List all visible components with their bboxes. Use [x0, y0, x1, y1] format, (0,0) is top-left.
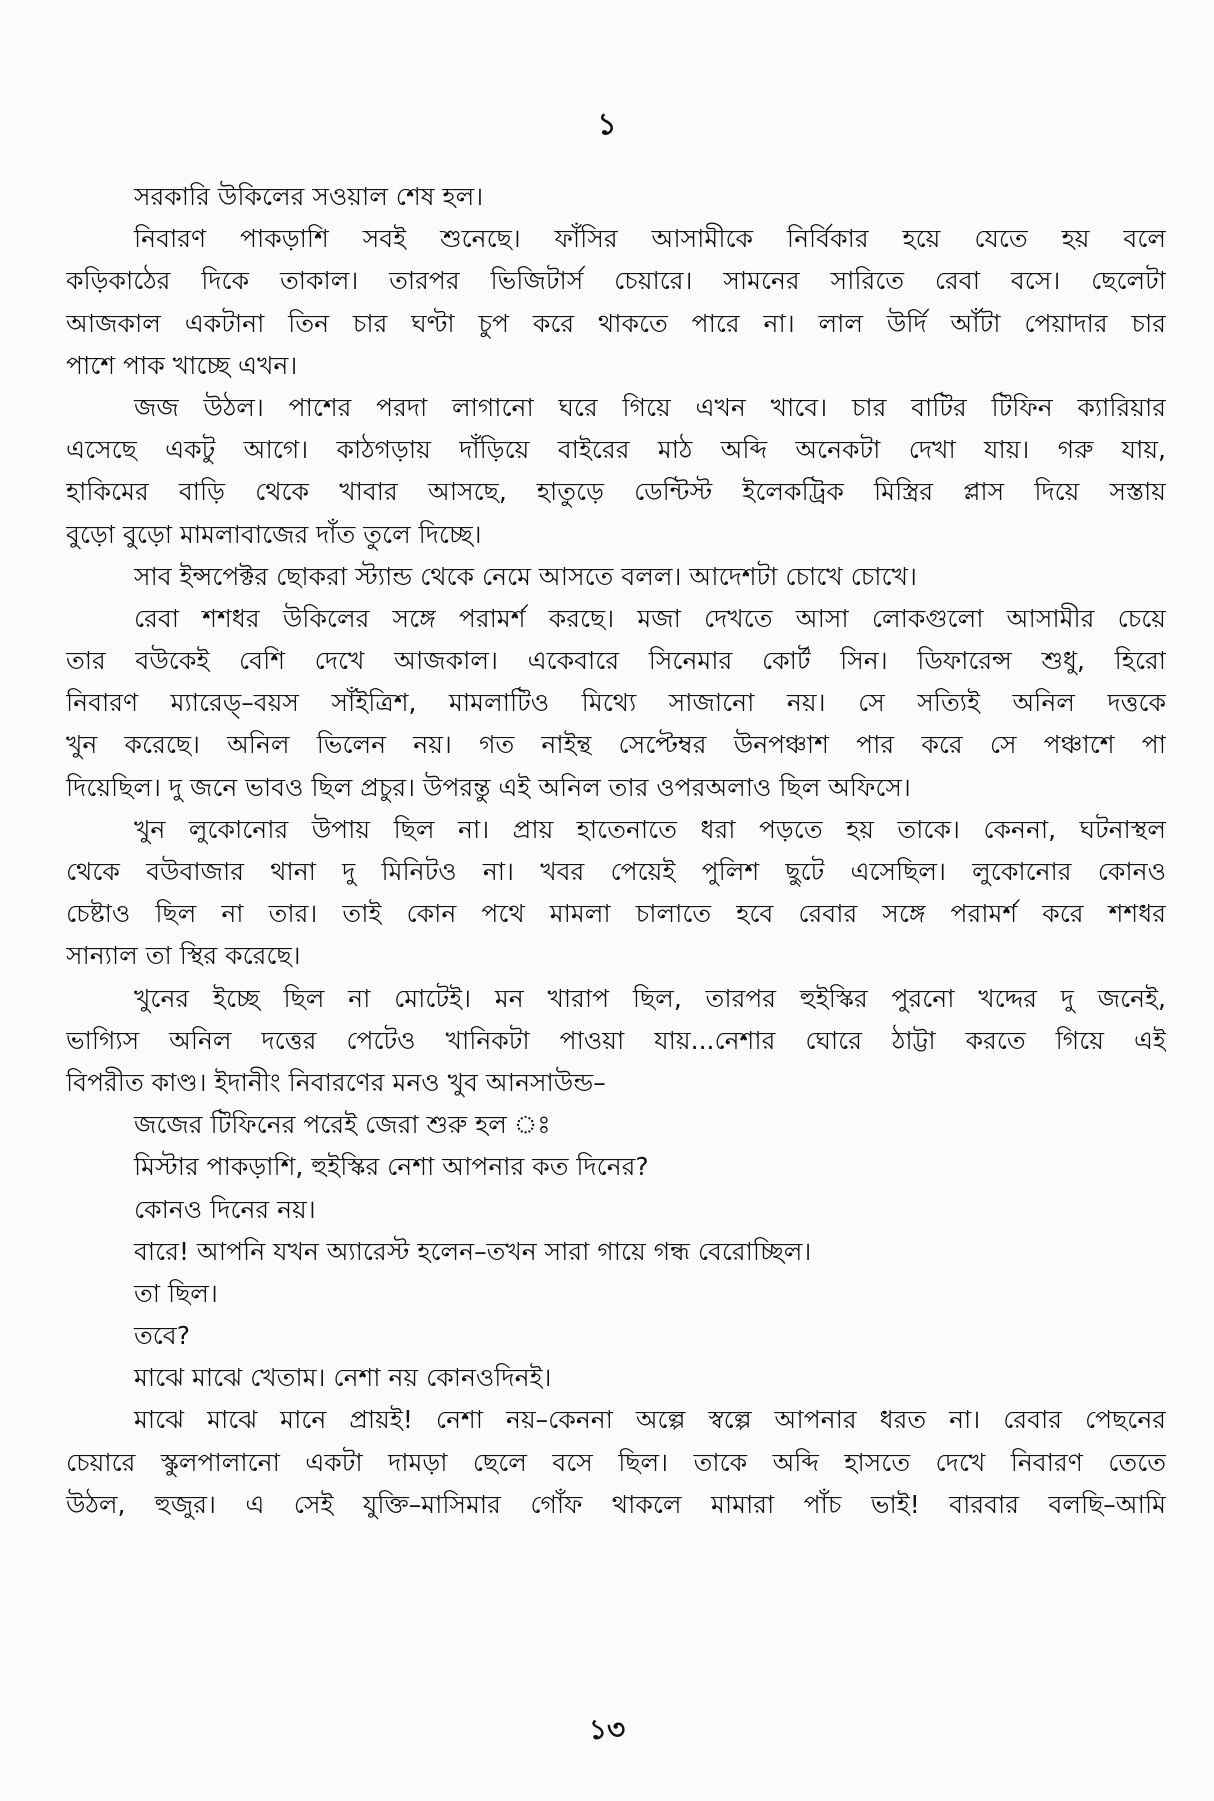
- paragraph: [66, 218, 1166, 387]
- text-line: কোনও দিনের নয়।: [134, 1194, 316, 1224]
- page-number: ১৩: [588, 1713, 626, 1746]
- paragraph: [66, 978, 1166, 1105]
- body-text: [66, 176, 1166, 1526]
- text-line: নিবারণ ম্যারেড্–বয়স সাঁইত্রিশ, মামলাটিও মিথ্যে সাজানো নয়। সে সত্যিই অনিল দত্তকে: [66, 688, 1166, 718]
- text-line: বুড়ো বুড়ো মামলাবাজের দাঁত তুলে দিচ্ছে।: [66, 519, 482, 549]
- text-line: জজ উঠল। পাশের পরদা লাগানো ঘরে গিয়ে এখন খাবে। চার বাটির টিফিন ক্যারিয়ার: [134, 392, 1166, 422]
- text-line: উঠল, হুজুর। এ সেই যুক্তি–মাসিমার গোঁফ থাকলে মামারা পাঁচ ভাই! বারবার বলছি–আমি: [66, 1489, 1166, 1519]
- text-line: সাব ইন্সপেক্টর ছোকরা স্ট্যান্ড থেকে নেমে আসতে বলল। আদেশটা চোখে চোখে।: [134, 561, 917, 591]
- paragraph: [66, 809, 1166, 978]
- text-line: ভাগ্যিস অনিল দত্তের পেটেও খানিকটা পাওয়া যায়...নেশার ঘোরে ঠাট্টা করতে গিয়ে এই: [66, 1025, 1166, 1055]
- paragraph: [66, 1231, 1166, 1273]
- text-line: সান্যাল তা স্থির করেছে।: [66, 941, 301, 971]
- text-line: মাঝে মাঝে মানে প্রায়ই! নেশা নয়–কেননা অল্পে স্বল্পে আপনার ধরত না। রেবার পেছনের: [134, 1405, 1166, 1435]
- text-line: রেবা শশধর উকিলের সঙ্গে পরামর্শ করছে। মজা দেখতে আসা লোকগুলো আসামীর চেয়ে: [134, 603, 1166, 633]
- text-line: আজকাল একটানা তিন চার ঘণ্টা চুপ করে থাকতে পারে না। লাল উর্দি আঁটা পেয়াদার চার: [66, 308, 1166, 338]
- paragraph: [66, 387, 1166, 556]
- paragraph: [66, 1146, 1166, 1188]
- text-line: মাঝে মাঝে খেতাম। নেশা নয় কোনওদিনই।: [134, 1363, 552, 1393]
- text-line: দিয়েছিল। দু জনে ভাবও ছিল প্রচুর। উপরন্তু এই অনিল তার ওপরঅলাও ছিল অফিসে।: [66, 772, 911, 802]
- paragraph: [66, 556, 1166, 598]
- text-line: তা ছিল।: [134, 1278, 218, 1308]
- text-line: হাকিমের বাড়ি থেকে খাবার আসছে, হাতুড়ে ডেন্টিস্ট ইলেকট্রিক মিস্ত্রির প্লাস দিয়ে সস্তায়: [66, 477, 1166, 507]
- text-line: পাশে পাক খাচ্ছে এখন।: [66, 350, 298, 380]
- chapter-number: ১: [597, 107, 617, 142]
- paragraph: [66, 598, 1166, 809]
- text-line: বারে! আপনি যখন অ্যারেস্ট হলেন–তখন সারা গায়ে গন্ধ বেরোচ্ছিল।: [134, 1236, 812, 1266]
- text-line: খুন লুকোনোর উপায় ছিল না। প্রায় হাতেনাতে ধরা পড়তে হয় তাকে। কেননা, ঘটনাস্থল: [134, 814, 1166, 844]
- text-line: চেয়ারে স্কুলপালানো একটা দামড়া ছেলে বসে ছিল। তাকে অব্দি হাসতে দেখে নিবারণ তেতে: [66, 1447, 1166, 1477]
- paragraph: [66, 1357, 1166, 1399]
- text-line: এসেছে একটু আগে। কাঠগড়ায় দাঁড়িয়ে বাইরের মাঠ অব্দি অনেকটা দেখা যায়। গরু যায়,: [66, 435, 1166, 465]
- paragraph: [66, 1399, 1166, 1526]
- text-line: নিবারণ পাকড়াশি সবই শুনেছে। ফাঁসির আসামীকে নির্বিকার হয়ে যেতে হয় বলে: [134, 224, 1166, 254]
- text-line: কড়িকাঠের দিকে তাকাল। তারপর ভিজিটার্স চেয়ারে। সামনের সারিতে রেবা বসে। ছেলেটা: [66, 266, 1166, 296]
- text-line: তবে?: [134, 1321, 190, 1351]
- text-line: খুন করেছে। অনিল ভিলেন নয়। গত নাইন্থ সেপ্টেম্বর উনপঞ্চাশ পার করে সে পঞ্চাশে পা: [66, 730, 1166, 760]
- text-line: সরকারি উকিলের সওয়াল শেষ হল।: [134, 182, 484, 211]
- text-line: তার বউকেই বেশি দেখে আজকাল। একেবারে সিনেমার কোর্ট সিন। ডিফারেন্স শুধু, হিরো: [66, 646, 1166, 676]
- paragraph: [66, 1273, 1166, 1315]
- text-line: বিপরীত কাণ্ড। ইদানীং নিবারণের মনও খুব আনসাউন্ড–: [66, 1067, 606, 1097]
- text-line: খুনের ইচ্ছে ছিল না মোটেই। মন খারাপ ছিল, তারপর হুইস্কির পুরনো খদ্দের দু জনেই,: [134, 983, 1166, 1013]
- text-line: থেকে বউবাজার থানা দু মিনিটও না। খবর পেয়েই পুলিশ ছুটে এসেছিল। লুকোনোর কোনও: [66, 857, 1166, 886]
- paragraph: [66, 1315, 1166, 1357]
- paragraph: [66, 176, 1166, 218]
- text-line: জজের টিফিনের পরেই জেরা শুরু হল ঃ: [134, 1110, 551, 1140]
- paragraph: [66, 1104, 1166, 1146]
- paragraph: [66, 1189, 1166, 1231]
- text-line: চেষ্টাও ছিল না তার। তাই কোন পথে মামলা চালাতে হবে রেবার সঙ্গে পরামর্শ করে শশধর: [66, 899, 1166, 929]
- text-line: মিস্টার পাকড়াশি, হুইস্কির নেশা আপনার কত দিনের?: [134, 1152, 649, 1182]
